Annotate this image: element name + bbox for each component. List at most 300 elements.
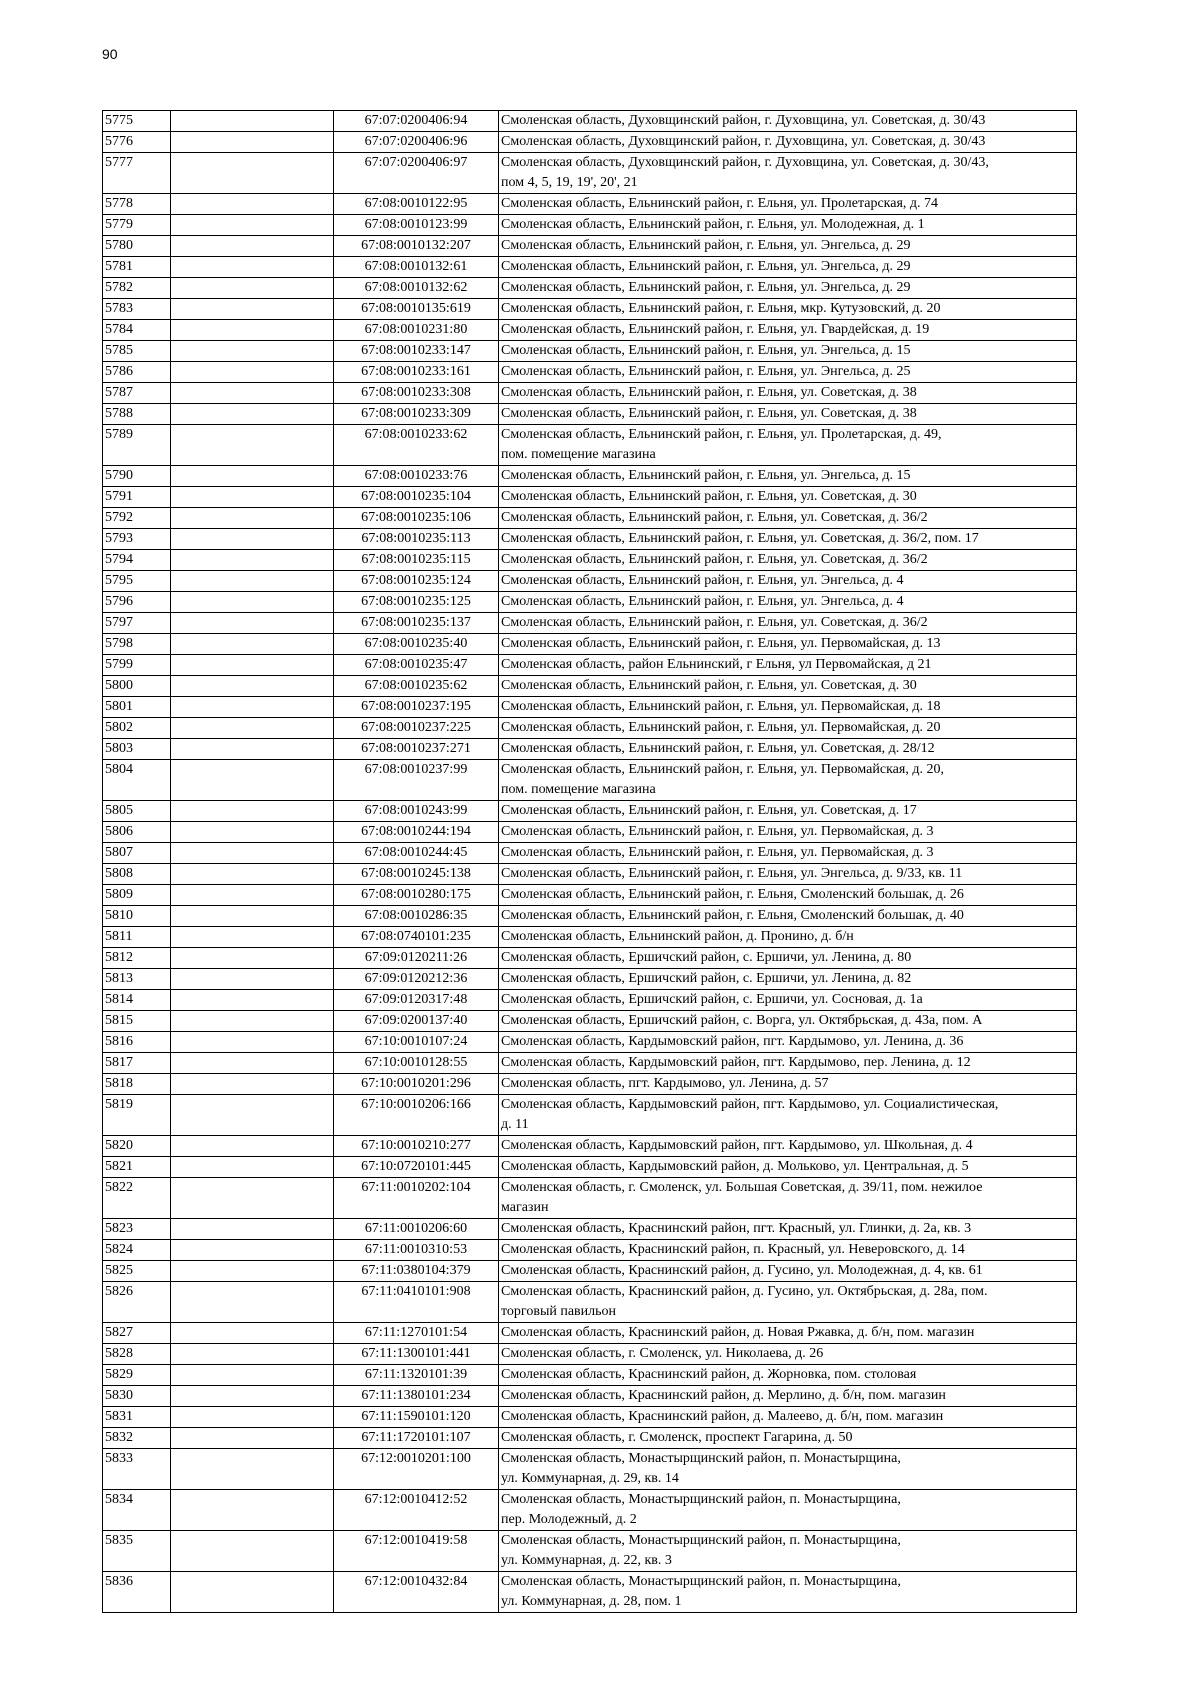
cadastral-number-cell: 67:09:0200137:40 [334,1011,499,1032]
table-row [103,1095,1077,1136]
table-row [103,1572,1077,1613]
empty-cell [171,1178,334,1219]
table-row [103,697,1077,718]
table-row [103,215,1077,236]
cadastral-number-cell: 67:10:0010201:296 [334,1074,499,1095]
empty-cell [171,990,334,1011]
table-row [103,655,1077,676]
empty-cell [171,739,334,760]
table-row [103,550,1077,571]
empty-cell [171,1428,334,1449]
table-row [103,1344,1077,1365]
table-row [103,885,1077,906]
cadastral-number-cell: 67:08:0010233:309 [334,404,499,425]
cadastral-number-cell: 67:08:0010244:194 [334,822,499,843]
table-row [103,1219,1077,1240]
cadastral-number-cell: 67:11:1380101:234 [334,1386,499,1407]
table-row [103,1490,1077,1531]
address-cell: Смоленская область, Ельнинский район, г. Ельня, ул. Пролетарская, д. 74 [499,194,1077,215]
cadastral-number-cell: 67:11:0010202:104 [334,1178,499,1219]
table-row [103,341,1077,362]
cadastral-number-cell: 67:11:1720101:107 [334,1428,499,1449]
row-number-cell: 5794 [103,550,171,571]
address-cell: Смоленская область, Духовщинский район, г. Духовщина, ул. Советская, д. 30/43 [499,111,1077,132]
table-row [103,362,1077,383]
address-cell: Смоленская область, Краснинский район, д. Малеево, д. б/н, пом. магазин [499,1407,1077,1428]
empty-cell [171,508,334,529]
row-number-cell: 5811 [103,927,171,948]
cadastral-number-cell: 67:08:0010235:106 [334,508,499,529]
row-number-cell: 5791 [103,487,171,508]
address-cell: Смоленская область, Ельнинский район, г. Ельня, ул. Советская, д. 36/2, пом. 17 [499,529,1077,550]
row-number-cell: 5790 [103,466,171,487]
address-cell: Смоленская область, Ельнинский район, г. Ельня, ул. Советская, д. 17 [499,801,1077,822]
table-row [103,760,1077,801]
address-cell: Смоленская область, Ельнинский район, г. Ельня, ул. Советская, д. 30 [499,487,1077,508]
cadastral-number-cell: 67:12:0010201:100 [334,1449,499,1490]
address-cell: Смоленская область, Ельнинский район, г. Ельня, ул. Первомайская, д. 20 [499,718,1077,739]
row-number-cell: 5776 [103,132,171,153]
table-row [103,257,1077,278]
table-row [103,1261,1077,1282]
table-row [103,592,1077,613]
address-cell: Смоленская область, Монастырщинский район, п. Монастырщина, пер. Молодежный, д. 2 [499,1490,1077,1531]
table-row [103,969,1077,990]
cadastral-number-cell: 67:08:0010235:113 [334,529,499,550]
table-row [103,194,1077,215]
address-cell: Смоленская область, Краснинский район, д. Гусино, ул. Октябрьская, д. 28а, пом. торговый павильон [499,1282,1077,1323]
empty-cell [171,404,334,425]
table-row [103,320,1077,341]
empty-cell [171,864,334,885]
cadastral-number-cell: 67:08:0010237:99 [334,760,499,801]
table-row [103,1386,1077,1407]
row-number-cell: 5787 [103,383,171,404]
empty-cell [171,592,334,613]
empty-cell [171,571,334,592]
empty-cell [171,1449,334,1490]
row-number-cell: 5785 [103,341,171,362]
address-cell: Смоленская область, Ельнинский район, г. Ельня, ул. Первомайская, д. 3 [499,822,1077,843]
row-number-cell: 5804 [103,760,171,801]
row-number-cell: 5835 [103,1531,171,1572]
row-number-cell: 5836 [103,1572,171,1613]
cadastral-number-cell: 67:08:0740101:235 [334,927,499,948]
address-cell: Смоленская область, Кардымовский район, пгт. Кардымово, ул. Социалистическая, д. 11 [499,1095,1077,1136]
cadastral-number-cell: 67:08:0010235:137 [334,613,499,634]
row-number-cell: 5775 [103,111,171,132]
empty-cell [171,1365,334,1386]
empty-cell [171,676,334,697]
address-cell: Смоленская область, Ельнинский район, г. Ельня, ул. Советская, д. 38 [499,404,1077,425]
address-cell: Смоленская область, Ельнинский район, г. Ельня, мкр. Кутузовский, д. 20 [499,299,1077,320]
cadastral-number-cell: 67:07:0200406:97 [334,153,499,194]
empty-cell [171,843,334,864]
table-row [103,864,1077,885]
row-number-cell: 5778 [103,194,171,215]
table-row [103,466,1077,487]
empty-cell [171,906,334,927]
address-cell: Смоленская область, Ершичский район, с. Ворга, ул. Октябрьская, д. 43а, пом. А [499,1011,1077,1032]
address-cell: Смоленская область, Монастырщинский район, п. Монастырщина, ул. Коммунарная, д. 28, пом. 1 [499,1572,1077,1613]
cadastral-number-cell: 67:08:0010237:271 [334,739,499,760]
table-row [103,299,1077,320]
address-cell: Смоленская область, Краснинский район, п. Красный, ул. Неверовского, д. 14 [499,1240,1077,1261]
address-cell: Смоленская область, Ельнинский район, г. Ельня, ул. Советская, д. 36/2 [499,508,1077,529]
empty-cell [171,341,334,362]
cadastral-number-cell: 67:10:0720101:445 [334,1157,499,1178]
address-cell: Смоленская область, Краснинский район, д. Новая Ржавка, д. б/н, пом. магазин [499,1323,1077,1344]
empty-cell [171,1157,334,1178]
empty-cell [171,1323,334,1344]
address-cell: Смоленская область, Ельнинский район, г. Ельня, ул. Энгельса, д. 25 [499,362,1077,383]
row-number-cell: 5822 [103,1178,171,1219]
empty-cell [171,215,334,236]
table-row [103,1011,1077,1032]
empty-cell [171,1407,334,1428]
row-number-cell: 5799 [103,655,171,676]
row-number-cell: 5777 [103,153,171,194]
empty-cell [171,320,334,341]
table-row [103,425,1077,466]
row-number-cell: 5784 [103,320,171,341]
address-cell: Смоленская область, Кардымовский район, пгт. Кардымово, ул. Ленина, д. 36 [499,1032,1077,1053]
empty-cell [171,1282,334,1323]
table-row [103,906,1077,927]
table-row [103,132,1077,153]
cadastral-number-cell: 67:11:1300101:441 [334,1344,499,1365]
row-number-cell: 5813 [103,969,171,990]
row-number-cell: 5831 [103,1407,171,1428]
table-row [103,634,1077,655]
empty-cell [171,760,334,801]
row-number-cell: 5803 [103,739,171,760]
cadastral-number-cell: 67:08:0010233:62 [334,425,499,466]
row-number-cell: 5781 [103,257,171,278]
cadastral-number-cell: 67:10:0010206:166 [334,1095,499,1136]
cadastral-number-cell: 67:08:0010132:62 [334,278,499,299]
address-cell: Смоленская область, Ельнинский район, г. Ельня, ул. Энгельса, д. 29 [499,257,1077,278]
cadastral-number-cell: 67:12:0010412:52 [334,1490,499,1531]
cadastral-number-cell: 67:08:0010237:225 [334,718,499,739]
row-number-cell: 5783 [103,299,171,320]
empty-cell [171,1531,334,1572]
row-number-cell: 5798 [103,634,171,655]
empty-cell [171,383,334,404]
empty-cell [171,425,334,466]
cadastral-number-cell: 67:08:0010280:175 [334,885,499,906]
address-cell: Смоленская область, Ельнинский район, г. Ельня, ул. Энгельса, д. 15 [499,466,1077,487]
cadastral-number-cell: 67:10:0010128:55 [334,1053,499,1074]
empty-cell [171,1011,334,1032]
cadastral-number-cell: 67:08:0010135:619 [334,299,499,320]
row-number-cell: 5796 [103,592,171,613]
empty-cell [171,1386,334,1407]
address-cell: Смоленская область, Ельнинский район, г. Ельня, ул. Советская, д. 28/12 [499,739,1077,760]
address-cell: Смоленская область, Кардымовский район, д. Мольково, ул. Центральная, д. 5 [499,1157,1077,1178]
table-row [103,843,1077,864]
table-row [103,676,1077,697]
row-number-cell: 5818 [103,1074,171,1095]
row-number-cell: 5821 [103,1157,171,1178]
cadastral-number-cell: 67:08:0010231:80 [334,320,499,341]
address-cell: Смоленская область, Ельнинский район, г. Ельня, ул. Первомайская, д. 20, пом. помещение магазина [499,760,1077,801]
address-cell: Смоленская область, Ершичский район, с. Ершичи, ул. Сосновая, д. 1а [499,990,1077,1011]
table-row [103,1407,1077,1428]
empty-cell [171,153,334,194]
address-cell: Смоленская область, Ельнинский район, г. Ельня, ул. Энгельса, д. 29 [499,236,1077,257]
address-cell: Смоленская область, Монастырщинский район, п. Монастырщина, ул. Коммунарная, д. 22, кв. 3 [499,1531,1077,1572]
table-row [103,404,1077,425]
address-cell: Смоленская область, Ельнинский район, г. Ельня, ул. Советская, д. 30 [499,676,1077,697]
table-row [103,1282,1077,1323]
address-cell: Смоленская область, Краснинский район, д. Мерлино, д. б/н, пом. магазин [499,1386,1077,1407]
cadastral-number-cell: 67:09:0120211:26 [334,948,499,969]
address-cell: Смоленская область, район Ельнинский, г Ельня, ул Первомайская, д 21 [499,655,1077,676]
table-row [103,927,1077,948]
row-number-cell: 5808 [103,864,171,885]
empty-cell [171,1240,334,1261]
table-row [103,236,1077,257]
empty-cell [171,969,334,990]
table-row [103,1157,1077,1178]
address-cell: Смоленская область, Краснинский район, д. Жорновка, пом. столовая [499,1365,1077,1386]
row-number-cell: 5829 [103,1365,171,1386]
address-cell: Смоленская область, Ельнинский район, г. Ельня, ул. Советская, д. 38 [499,383,1077,404]
row-number-cell: 5806 [103,822,171,843]
cadastral-number-cell: 67:11:1320101:39 [334,1365,499,1386]
cadastral-number-cell: 67:10:0010210:277 [334,1136,499,1157]
empty-cell [171,550,334,571]
empty-cell [171,634,334,655]
address-cell: Смоленская область, г. Смоленск, ул. Николаева, д. 26 [499,1344,1077,1365]
cadastral-number-cell: 67:11:0380104:379 [334,1261,499,1282]
empty-cell [171,1219,334,1240]
cadastral-number-cell: 67:08:0010233:76 [334,466,499,487]
address-cell: Смоленская область, Ершичский район, с. Ершичи, ул. Ленина, д. 82 [499,969,1077,990]
empty-cell [171,1074,334,1095]
cadastral-number-cell: 67:08:0010132:207 [334,236,499,257]
cadastral-number-cell: 67:09:0120212:36 [334,969,499,990]
page-number: 90 [102,46,118,62]
registry-body [103,111,1077,1613]
cadastral-number-cell: 67:08:0010245:138 [334,864,499,885]
row-number-cell: 5807 [103,843,171,864]
row-number-cell: 5820 [103,1136,171,1157]
row-number-cell: 5779 [103,215,171,236]
table-row [103,111,1077,132]
address-cell: Смоленская область, Ельнинский район, г. Ельня, Смоленский большак, д. 26 [499,885,1077,906]
table-row [103,278,1077,299]
table-row [103,739,1077,760]
empty-cell [171,1136,334,1157]
table-row [103,153,1077,194]
address-cell: Смоленская область, Ельнинский район, г. Ельня, Смоленский большак, д. 40 [499,906,1077,927]
cadastral-number-cell: 67:08:0010235:115 [334,550,499,571]
cadastral-number-cell: 67:11:1590101:120 [334,1407,499,1428]
empty-cell [171,1344,334,1365]
table-row [103,529,1077,550]
row-number-cell: 5823 [103,1219,171,1240]
address-cell: Смоленская область, г. Смоленск, проспект Гагарина, д. 50 [499,1428,1077,1449]
row-number-cell: 5814 [103,990,171,1011]
cadastral-number-cell: 67:11:0410101:908 [334,1282,499,1323]
cadastral-number-cell: 67:08:0010235:40 [334,634,499,655]
empty-cell [171,194,334,215]
row-number-cell: 5809 [103,885,171,906]
empty-cell [171,362,334,383]
cadastral-number-cell: 67:08:0010233:147 [334,341,499,362]
empty-cell [171,132,334,153]
row-number-cell: 5819 [103,1095,171,1136]
row-number-cell: 5832 [103,1428,171,1449]
table-row [103,1178,1077,1219]
empty-cell [171,718,334,739]
empty-cell [171,1053,334,1074]
empty-cell [171,257,334,278]
table-row [103,1032,1077,1053]
cadastral-number-cell: 67:08:0010132:61 [334,257,499,278]
row-number-cell: 5797 [103,613,171,634]
address-cell: Смоленская область, Ельнинский район, г. Ельня, ул. Энгельса, д. 15 [499,341,1077,362]
table-row [103,718,1077,739]
cadastral-number-cell: 67:08:0010235:62 [334,676,499,697]
address-cell: Смоленская область, Духовщинский район, г. Духовщина, ул. Советская, д. 30/43 [499,132,1077,153]
table-row [103,948,1077,969]
table-row [103,1449,1077,1490]
row-number-cell: 5830 [103,1386,171,1407]
empty-cell [171,111,334,132]
address-cell: Смоленская область, Ельнинский район, г. Ельня, ул. Советская, д. 36/2 [499,550,1077,571]
table-row [103,1053,1077,1074]
address-cell: Смоленская область, Кардымовский район, пгт. Кардымово, ул. Школьная, д. 4 [499,1136,1077,1157]
empty-cell [171,697,334,718]
row-number-cell: 5780 [103,236,171,257]
cadastral-number-cell: 67:08:0010235:104 [334,487,499,508]
address-cell: Смоленская область, Ельнинский район, г. Ельня, ул. Энгельса, д. 4 [499,571,1077,592]
address-cell: Смоленская область, Ельнинский район, г. Ельня, ул. Энгельса, д. 4 [499,592,1077,613]
table-row [103,990,1077,1011]
cadastral-number-cell: 67:08:0010237:195 [334,697,499,718]
cadastral-number-cell: 67:08:0010244:45 [334,843,499,864]
table-row [103,508,1077,529]
row-number-cell: 5827 [103,1323,171,1344]
row-number-cell: 5788 [103,404,171,425]
table-row [103,1323,1077,1344]
row-number-cell: 5834 [103,1490,171,1531]
row-number-cell: 5810 [103,906,171,927]
row-number-cell: 5802 [103,718,171,739]
address-cell: Смоленская область, Монастырщинский район, п. Монастырщина, ул. Коммунарная, д. 29, кв. 14 [499,1449,1077,1490]
table-row [103,1074,1077,1095]
table-row [103,1428,1077,1449]
cadastral-number-cell: 67:08:0010286:35 [334,906,499,927]
address-cell: Смоленская область, Ельнинский район, д. Пронино, д. б/н [499,927,1077,948]
empty-cell [171,885,334,906]
table-row [103,822,1077,843]
cadastral-number-cell: 67:08:0010233:308 [334,383,499,404]
address-cell: Смоленская область, Ельнинский район, г. Ельня, ул. Первомайская, д. 13 [499,634,1077,655]
row-number-cell: 5826 [103,1282,171,1323]
empty-cell [171,1261,334,1282]
address-cell: Смоленская область, Ельнинский район, г. Ельня, ул. Первомайская, д. 18 [499,697,1077,718]
table-row [103,383,1077,404]
row-number-cell: 5782 [103,278,171,299]
table-row [103,1531,1077,1572]
empty-cell [171,655,334,676]
address-cell: Смоленская область, Ельнинский район, г. Ельня, ул. Гвардейская, д. 19 [499,320,1077,341]
table-row [103,571,1077,592]
cadastral-number-cell: 67:08:0010122:95 [334,194,499,215]
cadastral-number-cell: 67:07:0200406:94 [334,111,499,132]
row-number-cell: 5815 [103,1011,171,1032]
row-number-cell: 5816 [103,1032,171,1053]
cadastral-number-cell: 67:07:0200406:96 [334,132,499,153]
table-row [103,801,1077,822]
row-number-cell: 5789 [103,425,171,466]
row-number-cell: 5786 [103,362,171,383]
cadastral-number-cell: 67:12:0010419:58 [334,1531,499,1572]
cadastral-number-cell: 67:08:0010123:99 [334,215,499,236]
empty-cell [171,299,334,320]
row-number-cell: 5795 [103,571,171,592]
cadastral-number-cell: 67:08:0010243:99 [334,801,499,822]
empty-cell [171,801,334,822]
address-cell: Смоленская область, Краснинский район, пгт. Красный, ул. Глинки, д. 2а, кв. 3 [499,1219,1077,1240]
empty-cell [171,466,334,487]
row-number-cell: 5812 [103,948,171,969]
address-cell: Смоленская область, Духовщинский район, г. Духовщина, ул. Советская, д. 30/43, пом 4, 5, 19, 19', 20', 21 [499,153,1077,194]
empty-cell [171,1032,334,1053]
table-row [103,487,1077,508]
row-number-cell: 5800 [103,676,171,697]
row-number-cell: 5805 [103,801,171,822]
empty-cell [171,236,334,257]
row-number-cell: 5833 [103,1449,171,1490]
address-cell: Смоленская область, Ельнинский район, г. Ельня, ул. Первомайская, д. 3 [499,843,1077,864]
address-cell: Смоленская область, Ельнинский район, г. Ельня, ул. Советская, д. 36/2 [499,613,1077,634]
table-row [103,1136,1077,1157]
empty-cell [171,948,334,969]
empty-cell [171,822,334,843]
cadastral-number-cell: 67:11:1270101:54 [334,1323,499,1344]
address-cell: Смоленская область, г. Смоленск, ул. Большая Советская, д. 39/11, пом. нежилое магазин [499,1178,1077,1219]
address-cell: Смоленская область, Ершичский район, с. Ершичи, ул. Ленина, д. 80 [499,948,1077,969]
empty-cell [171,927,334,948]
address-cell: Смоленская область, Ельнинский район, г. Ельня, ул. Энгельса, д. 9/33, кв. 11 [499,864,1077,885]
empty-cell [171,278,334,299]
row-number-cell: 5828 [103,1344,171,1365]
row-number-cell: 5793 [103,529,171,550]
cadastral-number-cell: 67:08:0010235:125 [334,592,499,613]
table-row [103,1365,1077,1386]
cadastral-number-cell: 67:08:0010235:47 [334,655,499,676]
address-cell: Смоленская область, Краснинский район, д. Гусино, ул. Молодежная, д. 4, кв. 61 [499,1261,1077,1282]
cadastral-number-cell: 67:08:0010233:161 [334,362,499,383]
address-cell: Смоленская область, пгт. Кардымово, ул. Ленина, д. 57 [499,1074,1077,1095]
row-number-cell: 5792 [103,508,171,529]
row-number-cell: 5825 [103,1261,171,1282]
table-row [103,613,1077,634]
property-registry-table [102,110,1077,1613]
row-number-cell: 5801 [103,697,171,718]
address-cell: Смоленская область, Кардымовский район, пгт. Кардымово, пер. Ленина, д. 12 [499,1053,1077,1074]
cadastral-number-cell: 67:11:0010310:53 [334,1240,499,1261]
empty-cell [171,529,334,550]
empty-cell [171,613,334,634]
address-cell: Смоленская область, Ельнинский район, г. Ельня, ул. Пролетарская, д. 49, пом. помещение магазина [499,425,1077,466]
empty-cell [171,1095,334,1136]
